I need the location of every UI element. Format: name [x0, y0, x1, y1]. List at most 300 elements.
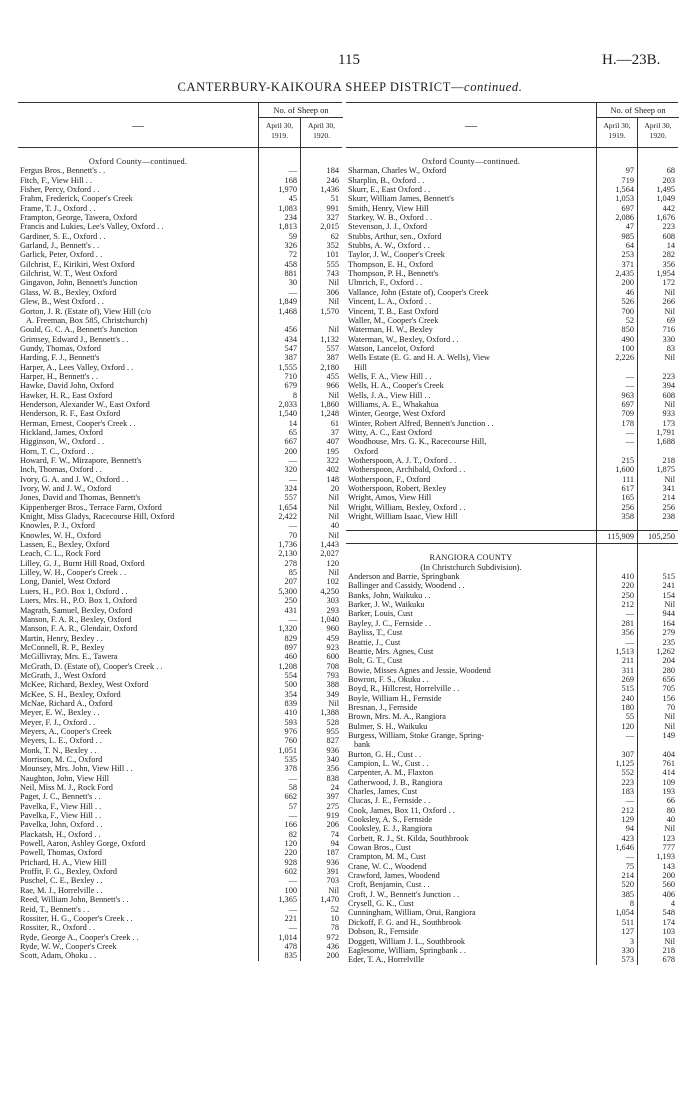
- owner-name: Woodhouse, Mrs. G. K., Racecourse Hill,: [348, 437, 487, 447]
- sheep-1920: 1,570: [320, 306, 339, 316]
- header-dash: —: [465, 117, 477, 132]
- owner-name: McGrath, D. (Estate of), Cooper's Creek . .: [20, 661, 163, 671]
- sheep-1919: 354: [284, 689, 297, 699]
- header-col1-line2: 1919.: [608, 131, 626, 140]
- sheep-1920: 600: [326, 652, 339, 662]
- owner-name: Gilchrist, F., Kirikiri, West Oxford: [20, 259, 135, 269]
- table-row: [18, 736, 342, 745]
- sheep-1919: —: [288, 876, 297, 886]
- table-row: [346, 852, 678, 861]
- sheep-1919: 234: [284, 213, 297, 223]
- table-row: [346, 628, 678, 637]
- table-row: [18, 204, 342, 213]
- owner-name: Horn, T. C., Oxford . .: [20, 446, 94, 456]
- sheep-1920: 406: [662, 889, 675, 899]
- table-row: [18, 484, 342, 493]
- table-row: [346, 787, 678, 796]
- table-row: [346, 600, 678, 609]
- owner-name: Meyers, A., Cooper's Creek: [20, 726, 112, 736]
- table-row: [18, 222, 342, 231]
- owner-name: Taylor, J. W., Cooper's Creek: [348, 250, 445, 260]
- sheep-1920: 143: [662, 861, 675, 871]
- sheep-1920: 966: [326, 381, 339, 391]
- sheep-1919: —: [625, 437, 634, 447]
- table-row: [18, 549, 342, 558]
- sheep-1919: 356: [621, 628, 634, 638]
- header-dash: —: [132, 117, 144, 132]
- owner-name: Meyers, L. E., Oxford . .: [20, 736, 102, 746]
- table-row: [346, 493, 678, 502]
- sheep-1919: 94: [625, 824, 634, 834]
- table-row: [18, 297, 342, 306]
- sheep-1919: 839: [284, 698, 297, 708]
- sheep-1919: 178: [621, 418, 634, 428]
- owner-name: Wright, William, Bexley, Oxford . .: [348, 502, 466, 512]
- sheep-1919: 214: [621, 871, 634, 881]
- right-table-body: [346, 148, 678, 965]
- table-row: [346, 344, 678, 353]
- sheep-1920: 204: [662, 656, 675, 666]
- table-row: [346, 722, 678, 731]
- table-row: [18, 643, 342, 652]
- sheep-1919: 963: [621, 390, 634, 400]
- owner-name: McGillivray, Mrs. E., Tawera: [20, 652, 118, 662]
- sheep-1920: 1,495: [656, 185, 675, 195]
- sheep-1920: 306: [326, 287, 339, 297]
- sheep-1920: 1,193: [656, 852, 675, 862]
- sheep-1920: 195: [326, 446, 339, 456]
- sheep-1920: 793: [326, 670, 339, 680]
- sheep-1919: 2,130: [278, 549, 297, 559]
- owner-name: Frame, T. J., Oxford . .: [20, 203, 96, 213]
- sheep-1920: 838: [326, 773, 339, 783]
- sheep-1920: 62: [330, 231, 339, 241]
- right-table: [346, 102, 678, 965]
- table-row: [18, 409, 342, 418]
- header-col1-line1: April 30,: [603, 121, 631, 130]
- sheep-1919: 410: [284, 708, 297, 718]
- sheep-1920: 960: [326, 624, 339, 634]
- sheep-1919: 165: [621, 493, 634, 503]
- sheep-1919: 212: [621, 600, 634, 610]
- table-row: [18, 718, 342, 727]
- sheep-1920: Nil: [328, 530, 339, 540]
- owner-name: Dickoff, F. G. and H., Southbrook: [348, 917, 462, 927]
- owner-name: Pavelka, F., View Hill . .: [20, 811, 102, 821]
- owner-name: Wright, William Isaac, View Hill: [348, 512, 458, 522]
- header-col1: [596, 118, 637, 147]
- owner-name: Inch, Thomas, Oxford . .: [20, 465, 102, 475]
- sheep-1919: 1,600: [615, 465, 634, 475]
- owner-name: Starkey, W. B., Oxford . .: [348, 213, 433, 223]
- sheep-1919: 75: [625, 861, 634, 871]
- table-row: [346, 335, 678, 344]
- sheep-1919: 5,300: [278, 586, 297, 596]
- sheep-1920: 944: [662, 609, 675, 619]
- sheep-1920: 206: [326, 820, 339, 830]
- table-row: [18, 419, 342, 428]
- sheep-1920: 515: [662, 572, 675, 582]
- sheep-1920: 356: [662, 259, 675, 269]
- sheep-1919: 456: [284, 325, 297, 335]
- right-table-header: [346, 102, 678, 148]
- table-row: [346, 465, 678, 474]
- sheep-1919: 358: [621, 512, 634, 522]
- owner-name: Sharman, Charles W., Oxford: [348, 166, 447, 176]
- table-row: [346, 927, 678, 936]
- table-row: [346, 609, 678, 618]
- table-row: [18, 185, 342, 194]
- header-no-of-sheep: No. of Sheep on: [258, 103, 343, 118]
- sheep-1920: 80: [666, 805, 675, 815]
- owner-name: Crane, W. C., Woodend: [348, 861, 427, 871]
- sheep-1919: 166: [284, 820, 297, 830]
- table-row: [346, 166, 678, 175]
- sheep-1920: 919: [326, 811, 339, 821]
- owner-name: Burgess, William, Stoke Grange, Spring-: [348, 730, 485, 740]
- owner-name: Gould, G. C. A., Bennett's Junction: [20, 325, 138, 335]
- sheep-1920: 52: [330, 904, 339, 914]
- sheep-1920: 1,676: [656, 213, 675, 223]
- table-row: [18, 344, 342, 353]
- table-row: [18, 157, 342, 166]
- header-no-of-sheep: No. of Sheep on: [596, 103, 679, 118]
- section-heading: Oxford County—continued.: [421, 157, 521, 166]
- sheep-1920: 404: [662, 749, 675, 759]
- sheep-1920: 548: [662, 908, 675, 918]
- sheep-1919: 850: [621, 325, 634, 335]
- table-row: [18, 213, 342, 222]
- owner-name: Lassen, E., Bexley, Oxford: [20, 540, 110, 550]
- sheep-1920: 1,132: [320, 334, 339, 344]
- sheep-1920: 109: [662, 777, 675, 787]
- table-row: [346, 316, 678, 325]
- table-row: [18, 923, 342, 932]
- sheep-1920: 282: [662, 250, 675, 260]
- sheep-1920: 120: [326, 558, 339, 568]
- table-row: [18, 568, 342, 577]
- sheep-1920: 266: [662, 297, 675, 307]
- owner-name: Martin, Henry, Bexley . .: [20, 633, 103, 643]
- sheep-1919: 719: [621, 175, 634, 185]
- owner-name: Oxford: [354, 446, 378, 456]
- table-row: [18, 512, 342, 521]
- table-row: [18, 615, 342, 624]
- owner-name: Knowles, W. H., Oxford: [20, 530, 101, 540]
- table-row: [346, 581, 678, 590]
- sheep-1919: 220: [284, 848, 297, 858]
- sheep-1920: 149: [662, 730, 675, 740]
- sheep-1919: 511: [621, 917, 634, 927]
- owner-name: Boyd, R., Hillcrest, Horrelville . .: [348, 684, 460, 694]
- sheep-1919: 1,208: [278, 661, 297, 671]
- sheep-1920: Nil: [328, 493, 339, 503]
- table-row: [18, 774, 342, 783]
- sheep-1919: —: [288, 904, 297, 914]
- table-row: [18, 288, 342, 297]
- owner-name: Vallance, John (Estate of), Cooper's Creek: [348, 287, 489, 297]
- sheep-1919: 2,422: [278, 512, 297, 522]
- document-code: H.—23B.: [602, 52, 661, 68]
- sheep-1920: 397: [326, 792, 339, 802]
- sheep-1920: Nil: [328, 512, 339, 522]
- sheep-1919: 200: [621, 278, 634, 288]
- sheep-1920: 184: [326, 166, 339, 176]
- sheep-1920: 777: [662, 843, 675, 853]
- table-row: [18, 811, 342, 820]
- table-row: [346, 363, 678, 372]
- sheep-1920: 40: [666, 815, 675, 825]
- table-row: [346, 503, 678, 512]
- table-row: [18, 250, 342, 259]
- table-row: [346, 157, 678, 166]
- sheep-1919: —: [288, 287, 297, 297]
- sheep-1919: 1,125: [615, 758, 634, 768]
- sheep-1920: Nil: [664, 287, 675, 297]
- sheep-1919: —: [625, 637, 634, 647]
- table-row: [346, 260, 678, 269]
- table-row: [346, 278, 678, 287]
- owner-name: Mounsey, Mrs. John, View Hill . .: [20, 764, 133, 774]
- sheep-1920: Nil: [664, 721, 675, 731]
- table-row: [346, 456, 678, 465]
- sheep-1919: 557: [284, 493, 297, 503]
- sheep-1920: 608: [662, 390, 675, 400]
- sheep-1919: 215: [621, 456, 634, 465]
- owner-name: Barker, J. W., Waikuku: [348, 600, 425, 610]
- owner-name: bank: [354, 740, 371, 750]
- table-row: [18, 194, 342, 203]
- table-row: [346, 409, 678, 418]
- sheep-1920: 394: [662, 381, 675, 391]
- owner-name: Beattie, J., Cust: [348, 637, 401, 647]
- sheep-1920: 40: [330, 521, 339, 531]
- table-row: [346, 437, 678, 446]
- table-row: [346, 381, 678, 390]
- table-row: [346, 619, 678, 628]
- sheep-1920: Nil: [664, 474, 675, 484]
- owner-name: Campion, L. W., Cust . .: [348, 758, 429, 768]
- table-row: [18, 335, 342, 344]
- owner-name: Wells, J. A., View Hill . .: [348, 390, 431, 400]
- owner-name: Hawke, David John, Oxford: [20, 381, 114, 391]
- header-col2-line2: 1920.: [649, 131, 667, 140]
- sheep-1919: 1,555: [278, 362, 297, 372]
- sheep-1919: 667: [284, 437, 297, 447]
- owner-name: Wright, Amos, View Hill: [348, 493, 432, 503]
- owner-name: Garlick, Peter, Oxford . .: [20, 250, 103, 260]
- table-row: [18, 559, 342, 568]
- sheep-1920: 528: [326, 717, 339, 727]
- sheep-1920: 936: [326, 857, 339, 867]
- sheep-1920: 1,040: [320, 614, 339, 624]
- sheep-1920: 1,262: [656, 646, 675, 656]
- owner-name: Gundy, Thomas, Oxford: [20, 343, 101, 353]
- owner-name: Francis and Lukies, Lee's Valley, Oxford . .: [20, 222, 164, 232]
- sheep-1920: Nil: [664, 600, 675, 610]
- owner-name: Eaglesome, William, Springbank . .: [348, 945, 466, 955]
- table-row: [18, 690, 342, 699]
- sheep-1920: 352: [326, 241, 339, 251]
- sheep-1920: 10: [330, 913, 339, 923]
- owner-name: Fitch, F., View Hill . .: [20, 175, 92, 185]
- owner-name: Grimsey, Edward J., Bennett's . .: [20, 334, 129, 344]
- owner-name: Watson, Lancelot, Oxford: [348, 343, 434, 353]
- owner-name: Thompson, E. H., Oxford: [348, 259, 434, 269]
- owner-name: Waterman, H. W., Bexley: [348, 325, 433, 335]
- owner-name: Rossiter, H. G., Cooper's Creek . .: [20, 913, 133, 923]
- sheep-1919: 57: [288, 801, 297, 811]
- sheep-1920: 83: [666, 343, 675, 353]
- page-title: [0, 80, 700, 95]
- sheep-1919: 253: [621, 250, 634, 260]
- table-row: [346, 638, 678, 647]
- owner-name: Croft, J. W., Bennett's Junction . .: [348, 889, 460, 899]
- table-row: [18, 456, 342, 465]
- owner-name: Luers, H., P.O. Box 1, Oxford . .: [20, 586, 128, 596]
- owner-name: Charles, James, Cust: [348, 787, 418, 796]
- sheep-1920: 936: [326, 745, 339, 755]
- sheep-1919: 120: [284, 839, 297, 849]
- sheep-1920: 2,027: [320, 549, 339, 559]
- sheep-1920: 1,688: [656, 437, 675, 447]
- owner-name: Knowles, P. J., Oxford: [20, 521, 95, 531]
- sheep-1920: 256: [662, 502, 675, 512]
- owner-name: Ryde, George A., Cooper's Creek . .: [20, 932, 139, 942]
- owner-name: Morrison, M. C., Oxford: [20, 755, 103, 764]
- owner-name: Ivory, G. A. and J. W., Oxford . .: [20, 474, 129, 484]
- sheep-1919: 8: [629, 899, 634, 909]
- owner-name: Bayley, J. C., Fernside . .: [348, 618, 432, 628]
- sheep-1919: 520: [621, 880, 634, 890]
- table-row: [18, 540, 342, 549]
- sheep-1919: 250: [621, 590, 634, 600]
- sheep-1919: 212: [621, 805, 634, 815]
- sheep-1919: 1,053: [615, 194, 634, 204]
- sheep-1919: 2,033: [278, 399, 297, 409]
- sheep-1919: 183: [621, 787, 634, 796]
- table-row: [346, 712, 678, 721]
- sheep-1920: 275: [326, 801, 339, 811]
- sheep-1919: 371: [621, 259, 634, 269]
- sheep-1919: 2,226: [615, 353, 634, 363]
- header-col1: [258, 118, 300, 147]
- owner-name: Harding, F. J., Bennett's: [20, 353, 100, 363]
- table-row: [18, 634, 342, 643]
- sheep-1919: —: [625, 852, 634, 862]
- owner-name: Catherwood, J. B., Rangiora: [348, 777, 443, 787]
- owner-name: Wotherspoon, A. J. T., Oxford . .: [348, 456, 457, 465]
- sheep-1919: 46: [625, 287, 634, 297]
- sheep-1920: 200: [326, 951, 339, 961]
- owner-name: Waller, M., Cooper's Creek: [348, 315, 439, 325]
- sheep-1919: 554: [284, 670, 297, 680]
- title-text: CANTERBURY-KAIKOURA SHEEP DISTRICT—: [177, 80, 465, 94]
- sheep-1919: 324: [284, 484, 297, 494]
- owner-name: Bolt, G. T., Cust: [348, 656, 403, 666]
- table-row: [18, 269, 342, 278]
- table-row: [18, 437, 342, 446]
- table-row: [346, 176, 678, 185]
- sheep-1920: 761: [662, 758, 675, 768]
- table-row: [18, 820, 342, 829]
- sheep-1920: 1,875: [656, 465, 675, 475]
- owner-name: Hickland, James, Oxford: [20, 427, 103, 437]
- sheep-1919: 3: [629, 936, 634, 946]
- table-row: [346, 918, 678, 927]
- owner-name: Gingavon, John, Bennett's Junction: [20, 278, 138, 288]
- table-row: [18, 867, 342, 876]
- owner-name: Monk, T. N., Bexley . .: [20, 745, 97, 755]
- sheep-1919: 97: [625, 166, 634, 176]
- sheep-1920: 241: [662, 581, 675, 591]
- owner-name: Witty, A. C., East Oxford: [348, 427, 432, 437]
- sheep-1920: Nil: [664, 936, 675, 946]
- owner-name: Henderson, Alexander W., East Oxford: [20, 399, 150, 409]
- owner-name: Winter, George, West Oxford: [348, 409, 446, 419]
- owner-name: Bowie, Misses Agnes and Jessie, Woodend: [348, 665, 491, 675]
- owner-name: Cooksley, E. J., Rangiora: [348, 824, 433, 834]
- owner-name: Thompson, P. H., Bennett's: [348, 269, 439, 279]
- table-row: [18, 708, 342, 717]
- sheep-1920: 1,791: [656, 427, 675, 437]
- table-row: [18, 662, 342, 671]
- owner-name: Jones, David and Thomas, Bennett's: [20, 493, 141, 503]
- sheep-1920: 51: [330, 194, 339, 204]
- sheep-1920: 1,248: [320, 409, 339, 419]
- owner-name: Puschel, C. E., Bexley . .: [20, 876, 103, 886]
- section-heading: Oxford County—continued.: [88, 157, 188, 166]
- table-row: [346, 232, 678, 241]
- sheep-1919: 311: [621, 665, 634, 675]
- table-row: [346, 740, 678, 749]
- table-row: [18, 942, 342, 951]
- owner-name: Meyer, F. J., Oxford . .: [20, 717, 96, 727]
- table-row: [18, 391, 342, 400]
- sheep-1919: 8: [292, 390, 297, 400]
- row-spacer: [346, 148, 678, 157]
- table-row: [18, 475, 342, 484]
- sheep-1920: 991: [326, 203, 339, 213]
- sheep-1920: 2,180: [320, 362, 339, 372]
- sheep-1919: 460: [284, 652, 297, 662]
- sheep-1919: 458: [284, 259, 297, 269]
- sheep-1920: 14: [666, 241, 675, 251]
- sheep-1920: 4: [670, 899, 675, 909]
- owner-name: Carpenter, A. M., Flaxton: [348, 768, 434, 778]
- sheep-1920: 78: [330, 923, 339, 933]
- table-row: [346, 703, 678, 712]
- sheep-1920: 1,954: [656, 269, 675, 279]
- table-row: [18, 886, 342, 895]
- owner-name: Powell, Aaron, Ashley Gorge, Oxford: [20, 839, 146, 849]
- table-row: [346, 666, 678, 675]
- owner-name: Pavelka, F., View Hill . .: [20, 801, 102, 811]
- table-row: [346, 937, 678, 946]
- sheep-1919: 180: [621, 702, 634, 712]
- sheep-1919: 250: [284, 596, 297, 606]
- sheep-1919: 58: [288, 783, 297, 793]
- owner-name: Stubbs, A. W., Oxford . .: [348, 241, 430, 251]
- sheep-1919: 378: [284, 764, 297, 774]
- owner-name: Rossiter, R., Oxford . .: [20, 923, 96, 933]
- sheep-1920: 156: [662, 693, 675, 703]
- sheep-1919: 1,083: [278, 203, 297, 213]
- owner-name: Paget, J. C., Bennett's . .: [20, 792, 101, 802]
- owner-name: Howard, F. W., Mirzapore, Bennett's: [20, 456, 142, 465]
- sheep-1919: 281: [621, 618, 634, 628]
- owner-name: Kippenberger Bros., Terrace Farm, Oxford: [20, 502, 162, 512]
